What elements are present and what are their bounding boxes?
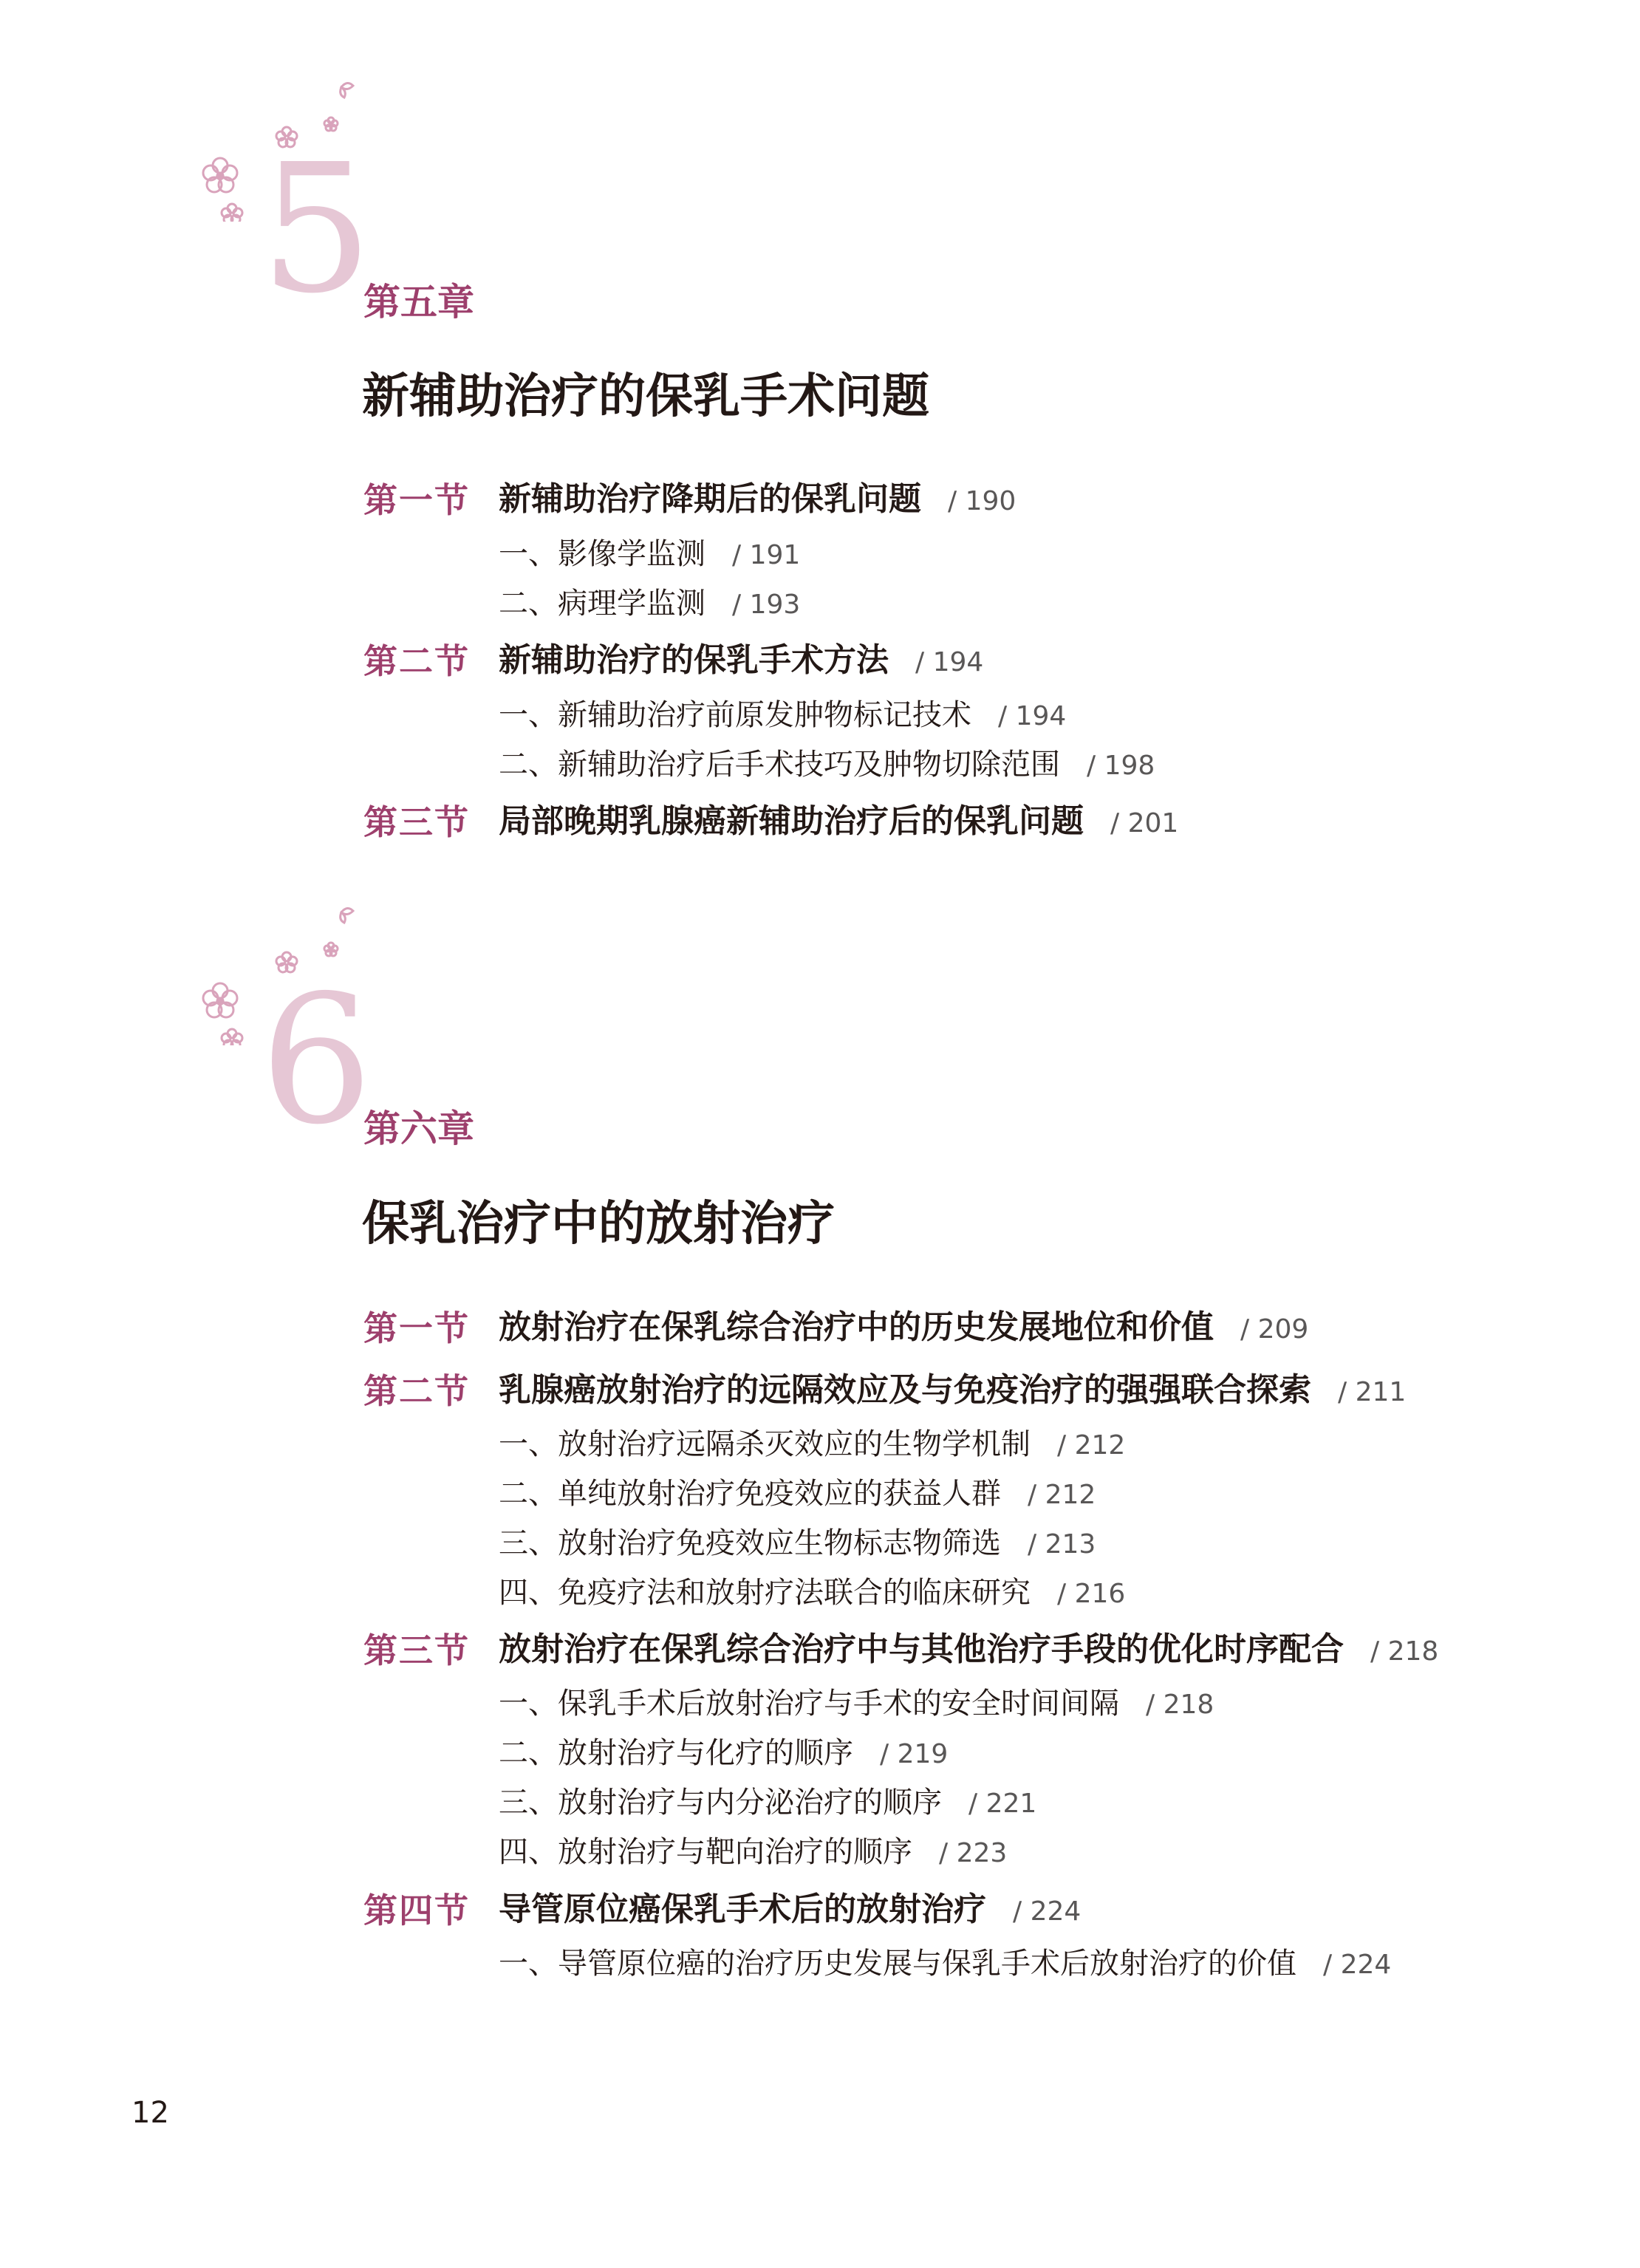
page-number: 12 xyxy=(131,2096,169,2130)
section-title: 新辅助治疗的保乳手术方法 / 194 xyxy=(499,641,984,679)
section-label: 第四节 xyxy=(363,1890,470,1930)
page-ref: / 198 xyxy=(1087,751,1155,781)
cherry-blossom-decoration-icon xyxy=(0,0,1640,222)
section-label: 第二节 xyxy=(363,641,470,681)
subsection-title: 二、病理学监测 / 193 xyxy=(499,587,801,621)
chapter-number: 6 xyxy=(260,957,373,1164)
page-ref: / 194 xyxy=(915,647,984,677)
section-label: 第二节 xyxy=(363,1371,470,1411)
page-ref: / 218 xyxy=(1146,1690,1214,1720)
chapter-label: 第五章 xyxy=(363,281,474,324)
section-title: 放射治疗在保乳综合治疗中的历史发展地位和价值 / 209 xyxy=(499,1308,1309,1346)
page-ref: / 216 xyxy=(1057,1579,1126,1609)
page-ref: / 212 xyxy=(1028,1480,1096,1510)
page-ref: / 209 xyxy=(1240,1314,1309,1345)
section-title: 放射治疗在保乳综合治疗中与其他治疗手段的优化时序配合 / 218 xyxy=(499,1630,1439,1668)
page-ref: / 218 xyxy=(1370,1636,1439,1667)
section-label: 第三节 xyxy=(363,802,470,842)
section-title: 新辅助治疗降期后的保乳问题 / 190 xyxy=(499,480,1017,518)
subsection-title: 三、放射治疗免疫效应生物标志物筛选 / 213 xyxy=(499,1526,1096,1560)
page-ref: / 213 xyxy=(1028,1529,1096,1560)
chapter-title: 新辅助治疗的保乳手术问题 xyxy=(362,369,929,424)
section-label: 第一节 xyxy=(363,1308,470,1348)
subsection-title: 一、影像学监测 / 191 xyxy=(499,537,801,571)
section-title: 乳腺癌放射治疗的远隔效应及与免疫治疗的强强联合探索 / 211 xyxy=(499,1371,1407,1409)
page-ref: / 191 xyxy=(732,540,801,570)
page-ref: / 194 xyxy=(998,701,1067,731)
page-ref: / 201 xyxy=(1110,808,1179,838)
page-ref: / 212 xyxy=(1057,1430,1126,1461)
subsection-title: 一、新辅助治疗前原发肿物标记技术 / 194 xyxy=(499,698,1067,732)
chapter-title: 保乳治疗中的放射治疗 xyxy=(362,1196,835,1251)
subsection-title: 二、放射治疗与化疗的顺序 / 219 xyxy=(499,1736,949,1770)
subsection-title: 一、放射治疗远隔杀灭效应的生物学机制 / 212 xyxy=(499,1427,1126,1461)
section-title: 局部晚期乳腺癌新辅助治疗后的保乳问题 / 201 xyxy=(499,802,1179,840)
section-label: 第三节 xyxy=(363,1630,470,1670)
page-ref: / 223 xyxy=(939,1838,1008,1868)
subsection-title: 三、放射治疗与内分泌治疗的顺序 / 221 xyxy=(499,1786,1037,1820)
chapter-number: 5 xyxy=(260,126,373,332)
page-ref: / 221 xyxy=(968,1789,1037,1819)
subsection-title: 二、新辅助治疗后手术技巧及肿物切除范围 / 198 xyxy=(499,748,1155,782)
subsection-title: 一、保乳手术后放射治疗与手术的安全时间间隔 / 218 xyxy=(499,1687,1214,1721)
subsection-title: 四、放射治疗与靶向治疗的顺序 / 223 xyxy=(499,1835,1008,1869)
section-label: 第一节 xyxy=(363,480,470,520)
page-ref: / 224 xyxy=(1323,1950,1392,1980)
chapter-label: 第六章 xyxy=(363,1107,474,1150)
page-ref: / 224 xyxy=(1013,1896,1082,1927)
page-ref: / 190 xyxy=(948,486,1017,516)
subsection-title: 一、导管原位癌的治疗历史发展与保乳手术后放射治疗的价值 / 224 xyxy=(499,1947,1392,1981)
subsection-title: 二、单纯放射治疗免疫效应的获益人群 / 212 xyxy=(499,1477,1096,1511)
page-ref: / 219 xyxy=(880,1739,949,1769)
subsection-title: 四、免疫疗法和放射疗法联合的临床研究 / 216 xyxy=(499,1576,1126,1610)
section-title: 导管原位癌保乳手术后的放射治疗 / 224 xyxy=(499,1890,1082,1928)
page-ref: / 193 xyxy=(732,590,801,620)
page-ref: / 211 xyxy=(1338,1377,1407,1407)
cherry-blossom-decoration-icon xyxy=(0,824,1640,1045)
